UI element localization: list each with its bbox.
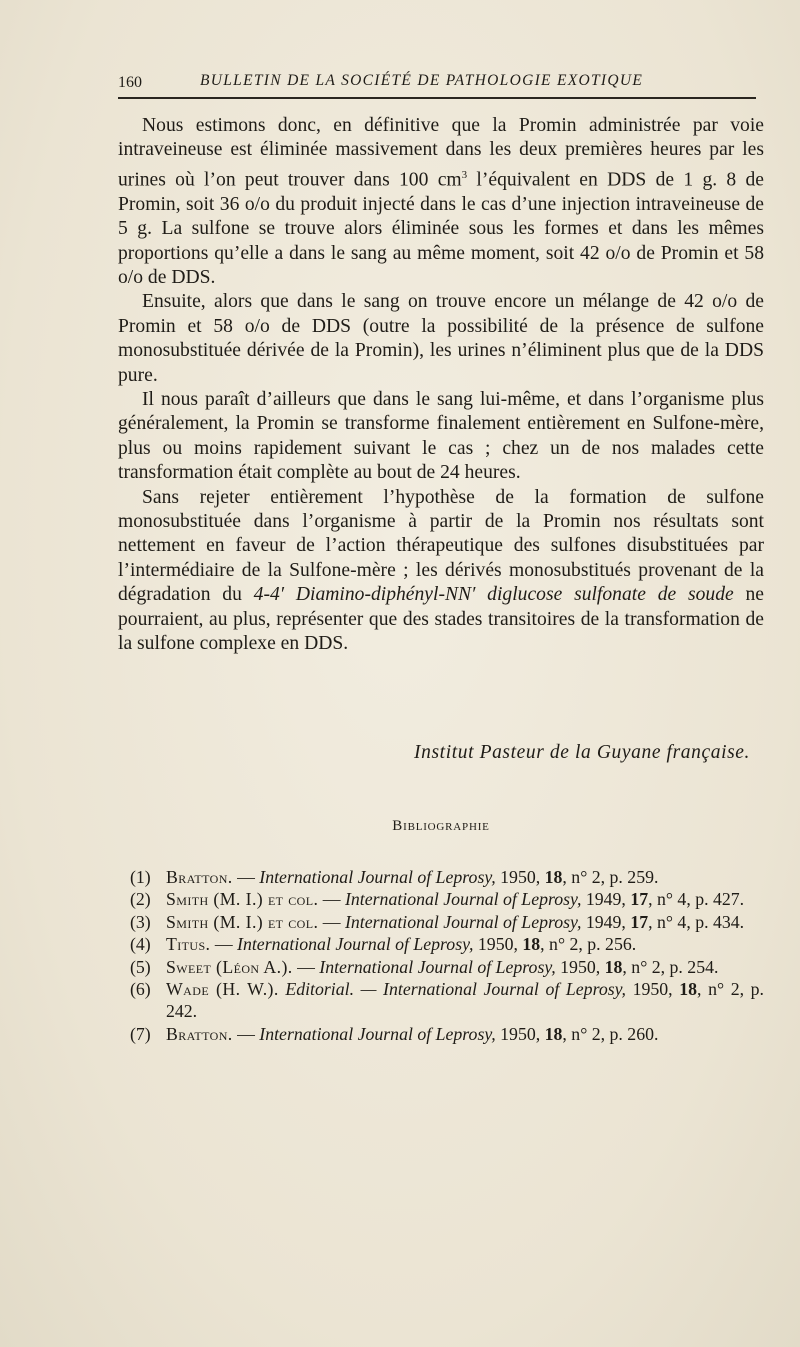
bibliography-heading: Bibliographie xyxy=(392,818,490,834)
paragraph-1: Nous estimons donc, en définitive que la Promin administrée par voie intraveineuse est éliminée massivement dans les deux premières heures par les urines où l’on peut trouver dans 100 $cm^3$ l’équivalent en DDS de 1 g. 8 de Promin, soit 36 o/o du produit injecté dans le cas d’une injection intraveineuse de 5 g. La sulfone se trouve alors éliminée sous les formes et dans les mêmes proportions qu’elle a dans le sang au même moment, soit 42 o/o de Promin et 58 o/o de DDS. xyxy=(118,115,765,288)
page-number: 160 xyxy=(118,74,142,91)
header-rule xyxy=(118,97,756,99)
reference-item: (4) Titus. — International Journal of Leprosy, 1950, 18, n° 2, p. 256. xyxy=(130,934,637,955)
reference-item: (1) Bratton. — International Journal of Leprosy, 1950, 18, n° 2, p. 259. xyxy=(130,867,659,887)
reference-item: (5) Sweet (Léon A.). — International Journal of Leprosy, 1950, 18, n° 2, p. 254. xyxy=(130,956,719,977)
article-body xyxy=(118,114,764,656)
reference-item: (7) Bratton. — International Journal of Leprosy, 1950, 18, n° 2, p. 260. xyxy=(130,1023,659,1044)
reference-item: (3) Smith (M. I.) et col. — International Journal of Leprosy, 1949, 17, n° 4, p. 434. xyxy=(130,911,745,932)
running-header xyxy=(118,70,756,94)
paragraph-4: Sans rejeter entièrement l’hypothèse de la formation de sulfone monosubstituée dans l’organisme à partir de la Promin nos résultats sont nettement en faveur de l’action thérapeutique des sulfones disubstituées par l’intermédiaire de la Sulfone-mère ; les dérivés monosubstitués provenant de la dégradation du 4-4′ Diamino-diphényl-NN′ diglucose sulfonate de soude ne pourraient, au plus, représenter que des stades transitoires de la transformation de la sulfone complexe en DDS. xyxy=(118,486,764,655)
reference-item: (6) Wade (H. W.). Editorial. — International Journal of Leprosy, 1950, 18, n° 2, p. 242. xyxy=(130,979,764,1022)
paragraph-2: Ensuite, alors que dans le sang on trouve encore un mélange de 42 o/o de Promin et 58 o/o de DDS (outre la possibilité de la présence de sulfone monosubstituée dérivée de la Promin), les urines n’éliminent plus que de la DDS pure. xyxy=(118,291,764,386)
reference-item: (2) Smith (M. I.) et col. — International Journal of Leprosy, 1949, 17, n° 4, p. 427. xyxy=(130,889,745,910)
paragraph-3: Il nous paraît d’ailleurs que dans le sang lui-même, et dans l’organisme plus généralement, la Promin se transforme finalement entièrement en Sulfone-mère, plus ou moins rapidement suivant le cas ; chez un de nos malades cette transformation était complète au bout de 24 heures. xyxy=(118,389,764,484)
journal-title: BULLETIN DE LA SOCIÉTÉ DE PATHOLOGIE EXOTIQUE xyxy=(200,72,644,89)
institution-signature: Institut Pasteur de la Guyane française. xyxy=(414,742,750,763)
bibliography-list xyxy=(130,866,764,1045)
